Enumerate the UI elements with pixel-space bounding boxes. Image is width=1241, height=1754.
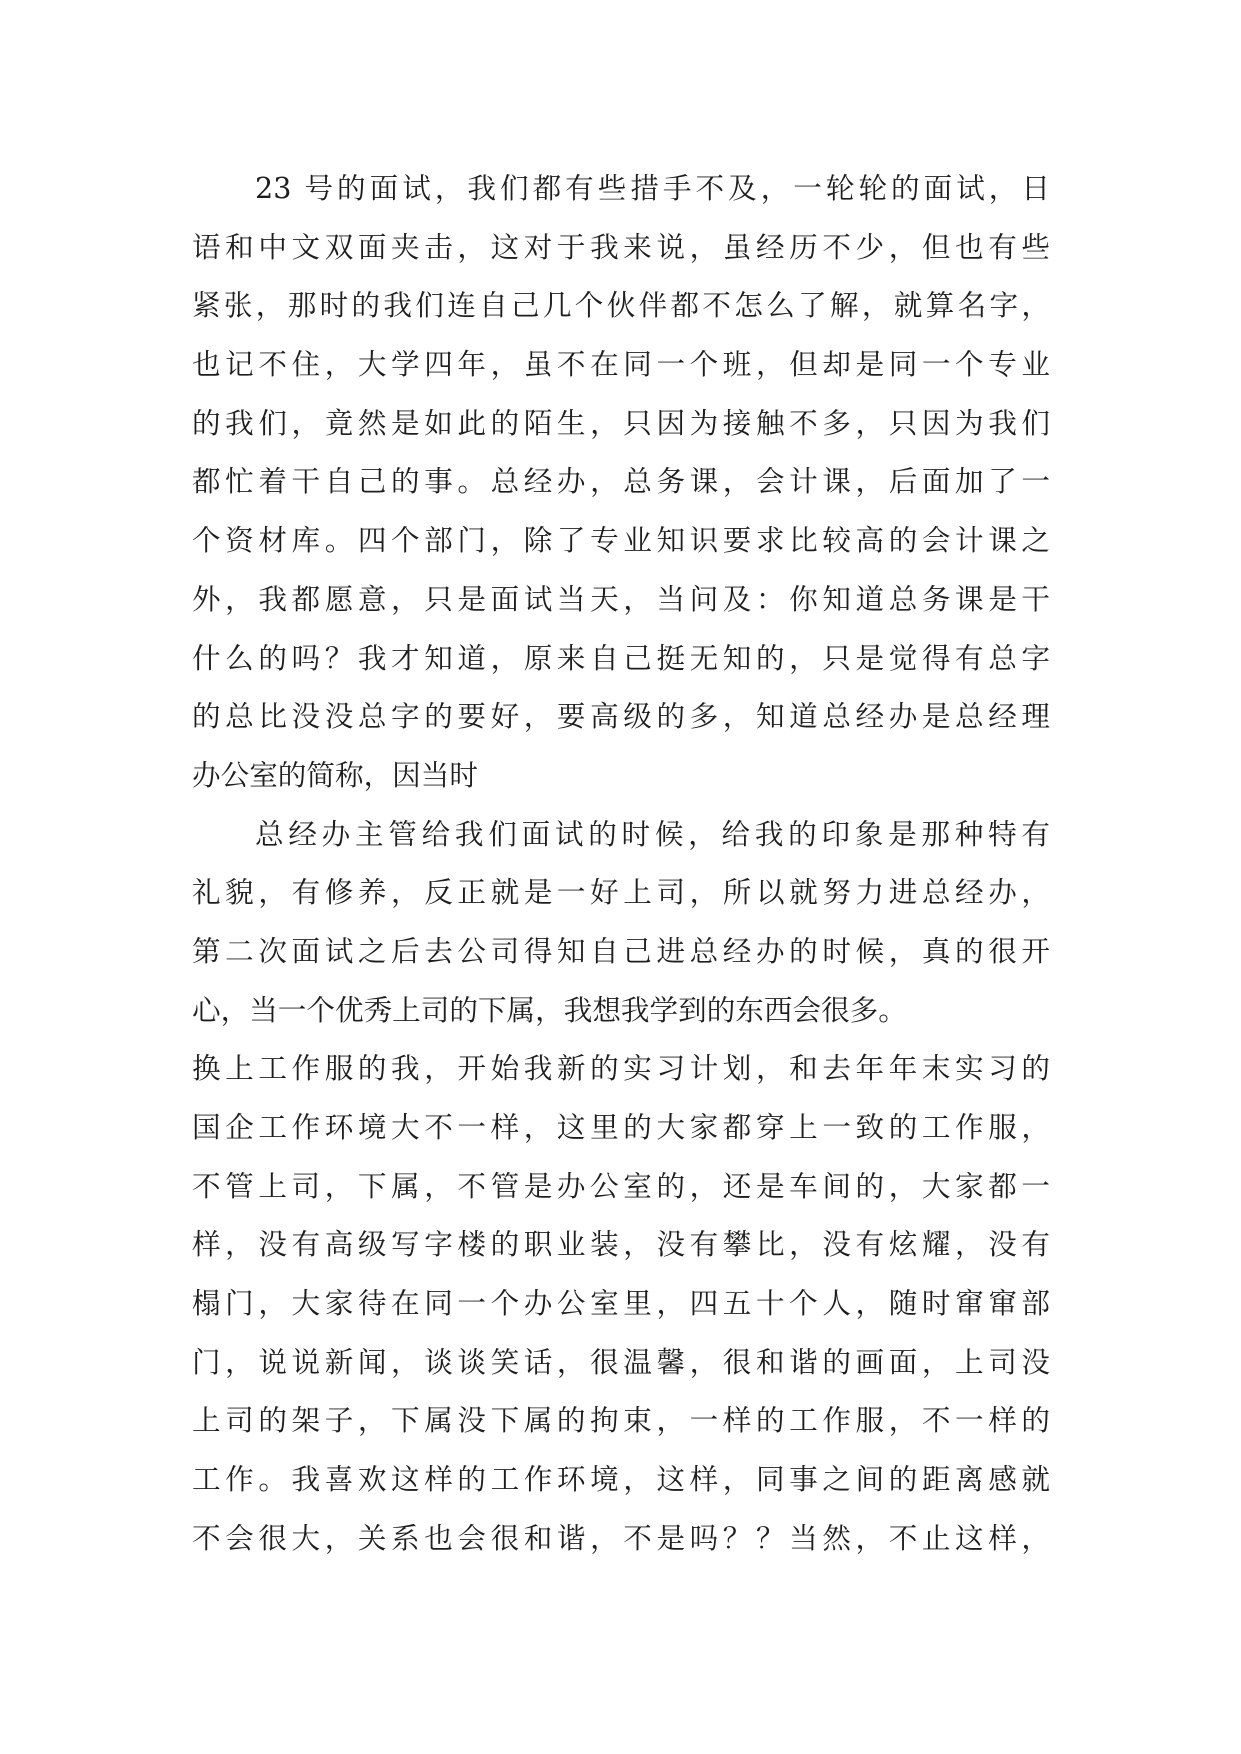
text-line: 榻门，大家待在同一个办公室里，四五十个人，随时窜窜部 (192, 1286, 1050, 1321)
text-line: 上司的架子，下属没下属的拘束，一样的工作服，不一样的 (192, 1403, 1050, 1438)
text-line: 什么的吗？我才知道，原来自己挺无知的，只是觉得有总字 (192, 640, 1050, 675)
text-line: 23 号的面试，我们都有些措手不及，一轮轮的面试，日 (255, 171, 1050, 205)
text-line: 也记不住，大学四年，虽不在同一个班，但却是同一个专业 (192, 347, 1050, 382)
text-line: 都忙着干自己的事。总经办，总务课，会计课，后面加了一 (192, 464, 1050, 499)
text-line: 语和中文双面夹击，这对于我来说，虽经历不少，但也有些 (192, 229, 1050, 264)
text-line: 办公室的简称，因当时 (192, 757, 478, 792)
text-line: 的我们，竟然是如此的陌生，只因为接触不多，只因为我们 (192, 405, 1050, 440)
text-line: 不管上司，下属，不管是办公室的，还是车间的，大家都一 (192, 1168, 1050, 1203)
text-line: 国企工作环境大不一样，这里的大家都穿上一致的工作服， (192, 1110, 1050, 1144)
paragraph-1 (192, 159, 1050, 805)
text-line: 紧张，那时的我们连自己几个伙伴都不怎么了解，就算名字， (192, 288, 1050, 323)
body-text (192, 159, 1050, 1568)
text-line: 的总比没没总字的要好，要高级的多，知道总经办是总经理 (192, 699, 1050, 734)
text-line: 个资材库。四个部门，除了专业知识要求比较高的会计课之 (192, 523, 1050, 558)
text-line: 不会很大，关系也会很和谐，不是吗？？当然，不止这样， (192, 1520, 1050, 1555)
text-line: 心，当一个优秀上司的下属，我想我学到的东西会很多。 (192, 992, 907, 1027)
text-line: 门，说说新闻，谈谈笑话，很温馨，很和谐的画面，上司没 (192, 1344, 1050, 1379)
text-line: 第二次面试之后去公司得知自己进总经办的时候，真的很开 (192, 933, 1050, 968)
text-line: 工作。我喜欢这样的工作环境，这样，同事之间的距离感就 (192, 1462, 1050, 1497)
text-line: 外，我都愿意，只是面试当天，当问及：你知道总务课是干 (192, 581, 1050, 616)
text-line: 礼貌，有修养，反正就是一好上司，所以就努力进总经办， (192, 875, 1050, 910)
paragraph-2 (192, 805, 1050, 1568)
text-line: 总经办主管给我们面试的时候，给我的印象是那种特有 (255, 816, 1050, 851)
text-line: 样，没有高级写字楼的职业装，没有攀比，没有炫耀，没有 (192, 1227, 1050, 1262)
text-line: 换上工作服的我，开始我新的实习计划，和去年年末实习的 (192, 1051, 1050, 1086)
